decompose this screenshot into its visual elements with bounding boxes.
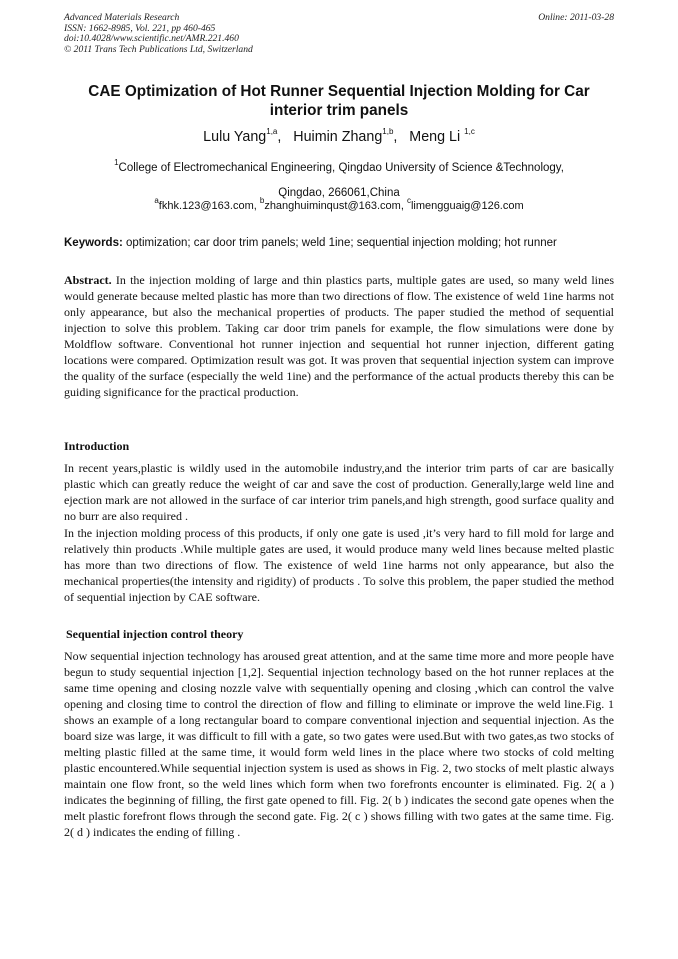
email-sup: b [259, 196, 265, 206]
keywords-text: optimization; car door trim panels; weld 1ine; sequential injection molding; hot runner [122, 237, 557, 249]
copyright-line: © 2011 Trans Tech Publications Ltd, Switzerland [64, 43, 253, 55]
affil-sup: 1 [114, 158, 119, 168]
author-name: Lulu Yang [203, 129, 267, 145]
section-heading-theory: Sequential injection control theory [66, 627, 244, 641]
abstract-text: In the injection molding of large and thin plastics parts, multiple gates are used, so many weld lines would generate because melted plastic has more than two directions of flow. The existence of weld 1ine harms not only appearance, but also the mechanical properties of products. The paper studied the method of sequential injection to solve this problem. Taking car door trim panels for example, the flow simulations were done by Moldflow software. Conventional hot runner injection and sequential hot runner injection, different gating locations were compared. Optimization result was got. It was proven that sequential injection system can improve the quality of the surface (especially the weld 1ine) and the performance of the actual products thereby this can be guiding significance for the practical production. [64, 273, 614, 399]
email-address: fkhk.123@163.com, [158, 200, 257, 212]
author-affil-sup: 1,b [382, 127, 394, 137]
abstract [64, 272, 614, 400]
author-name: Meng Li [409, 129, 461, 145]
intro-paragraph-2: In the injection molding process of this products, if only one gate is used ,it’s very hard to fill mold for large and relatively thin products .While multiple gates are used, it would produce many weld lines because melted plastic has more than two directions of flow. The existence of weld 1ine harms not only appearance, but also the mechanical properties(the intensity and rigidity) of products . To solve this problem, the paper studied the method of sequential injection by CAE software. [64, 526, 614, 604]
online-date: Online: 2011-03-28 [538, 12, 614, 23]
keywords-label: Keywords: [64, 237, 123, 249]
paper-title: CAE Optimization of Hot Runner Sequential Injection Molding for Car interior trim panels [88, 83, 590, 119]
theory-paragraph-1: Now sequential injection technology has aroused great attention, and at the same time more and more people have begun to study sequential injection [1,2]. Sequential injection technology based on the hot runner replaces at the same time opening and closing nozzle valve with sequentially opening and closing ,which can control the valve opening and closing time to control the direction of flow and filling to eliminate or improve the weld line.Fig. 1 shows an example of a long rectangular board to compare conventional injection and sequential injection. As the board size was large, it was difficult to fill with a gate, so two gates were used.But with two gates,as two stocks of melting plastic filled at the same time, it would form weld lines in the place where two stocks of cold melting plastic encountered.While sequential injection system is used as shows in Fig. 2, two stocks of melt plastic always maintain one flow front, so the weld lines which form when two forefronts encounter is eliminated. Fig. 2( a ) indicates the beginning of filling, the first gate opened to fill. Fig. 2( b ) indicates the second gate openes when the melt plastic forefront flows through the second gate. Fig. 2( c ) shows filling with two gates at the same time. Fig. 2( d ) indicates the ending of filling . [64, 649, 614, 839]
affiliation-line-1: College of Electromechanical Engineering, Qingdao University of Science &Technology, [118, 162, 564, 174]
email-sup: c [406, 196, 411, 206]
section-heading-introduction: Introduction [64, 439, 130, 453]
doi-line: doi:10.4028/www.scientific.net/AMR.221.460 [64, 33, 239, 45]
issn-line: ISSN: 1662-8985, Vol. 221, pp 460-465 [64, 22, 216, 34]
author-list: Lulu Yang$^{1,a}$, Huimin Zhang$^{1,b}$, Meng Li $^{1,c}$ [203, 127, 475, 145]
abstract-label: Abstract. [64, 273, 112, 287]
email-sup: a [154, 196, 159, 206]
author-affil-sup: 1,c [464, 127, 475, 137]
affiliation-line-2: Qingdao, 266061,China [278, 187, 400, 199]
journal-header [64, 13, 614, 55]
email-list [64, 196, 614, 213]
journal-name: Advanced Materials Research [64, 12, 180, 23]
author-affil-sup: 1,a [266, 127, 278, 137]
email-address: limengguaig@126.com [410, 200, 524, 212]
author-name: Huimin Zhang [293, 129, 383, 145]
email-address: zhanghuiminqust@163.com, [264, 200, 404, 212]
intro-paragraph-1: In recent years,plastic is wildly used in the automobile industry,and the interior trim parts of car are basically plastic which can greatly reduce the weight of car and save the cost of production. Generally,large weld line and ejection mark are not allowed in the surface of car interior trim panels,and high strength, good surface quality and no burr are also required . [64, 461, 614, 523]
keywords [64, 236, 624, 250]
